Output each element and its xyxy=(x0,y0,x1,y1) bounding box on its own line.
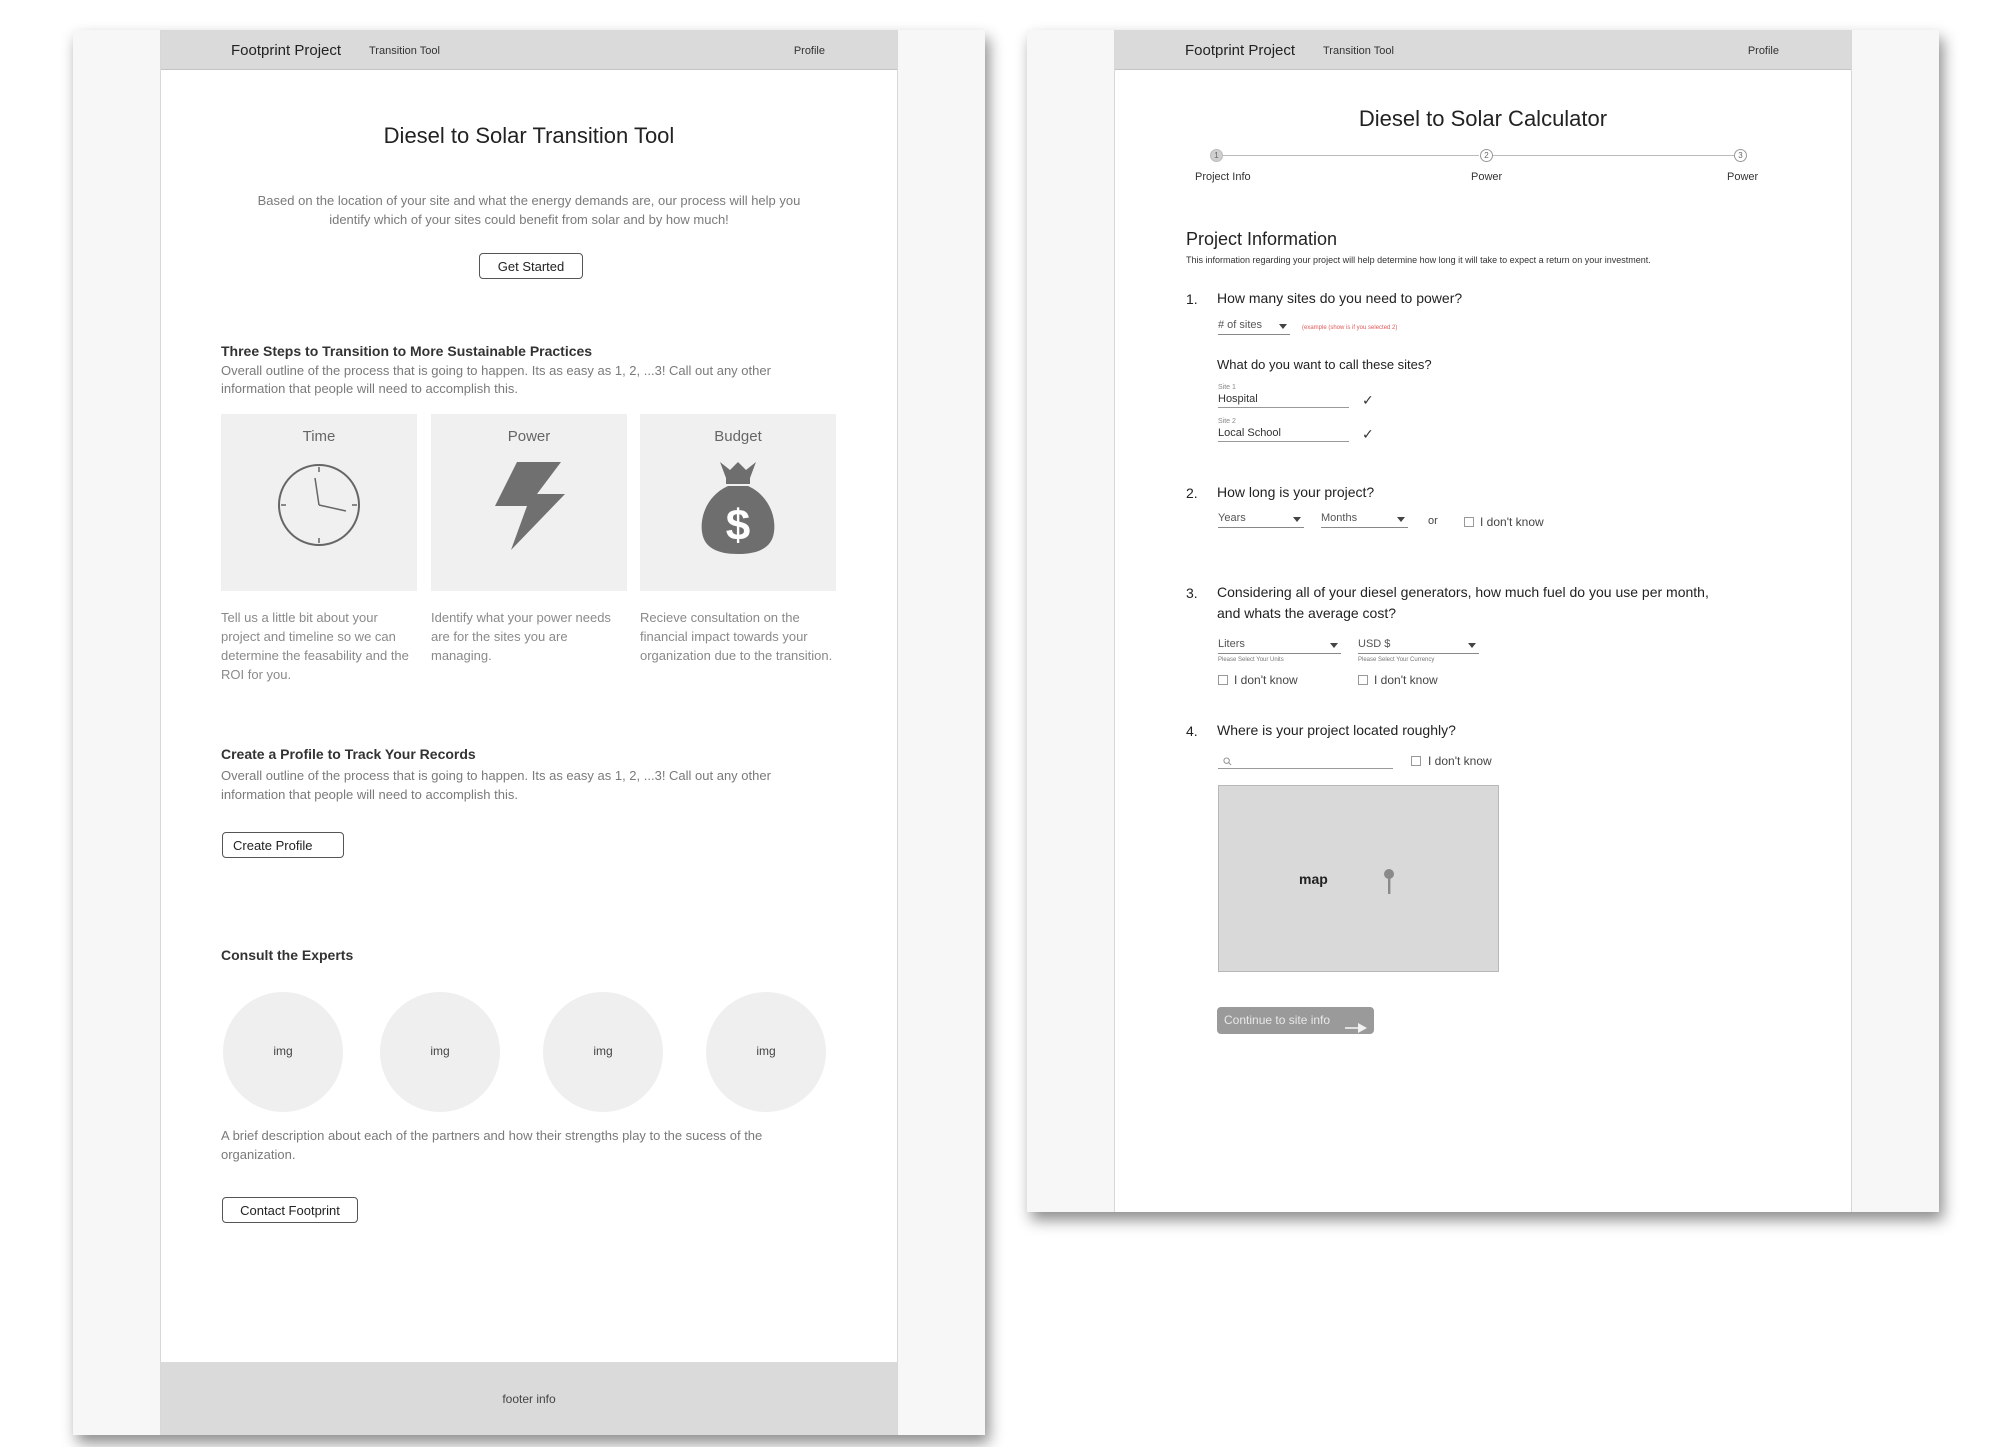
location-search-input[interactable] xyxy=(1218,751,1393,769)
nav-profile[interactable]: Profile xyxy=(793,45,825,57)
clock-icon xyxy=(274,460,364,555)
card-title: Power xyxy=(507,428,551,445)
example-note: (example (show is if you selected 2) xyxy=(1302,325,1398,331)
stepper-line xyxy=(1223,155,1479,156)
question-number: 2. xyxy=(1186,485,1198,501)
intro-line-1: Based on the location of your site and what the energy demands are, our process will help you xyxy=(257,193,801,208)
chevron-down-icon xyxy=(1279,324,1287,329)
question-fuel-line-1: Considering all of your diesel generators, how much fuel do you use per month, xyxy=(1217,584,1709,600)
step-3-label: Power xyxy=(1727,171,1759,183)
nav-transition-tool[interactable]: Transition Tool xyxy=(369,45,440,57)
field-label: Site 2 xyxy=(1218,418,1236,425)
currency-select[interactable] xyxy=(1358,638,1479,654)
section-desc: This information regarding your project will help determine how long it will take to expect a return on your investment. xyxy=(1186,255,1651,265)
chevron-down-icon xyxy=(1330,643,1338,648)
sites-count-value: # of sites xyxy=(1218,319,1263,331)
card-title: Time xyxy=(302,428,336,445)
site-1-name-field[interactable] xyxy=(1218,384,1349,408)
money-bag-icon xyxy=(698,460,778,561)
check-icon: ✓ xyxy=(1362,426,1374,442)
currency-value: USD $ xyxy=(1358,638,1391,650)
step-2-label: Power xyxy=(1471,171,1503,183)
step-desc-budget: Recieve consultation on the financial impact towards your organization due to the transition. xyxy=(640,610,833,663)
step-3-indicator[interactable]: 3 xyxy=(1734,149,1747,162)
continue-label: Continue to site info xyxy=(1224,1013,1331,1027)
calculator-page-sheet xyxy=(1027,30,1939,1212)
nav-transition-tool[interactable]: Transition Tool xyxy=(1323,45,1394,57)
expert-image-label: img xyxy=(430,1044,450,1058)
top-nav xyxy=(1115,30,1851,70)
expert-image-label: img xyxy=(756,1044,776,1058)
step-desc-time: Tell us a little bit about your project and timeline so we can determine the feasability and the ROI for you. xyxy=(221,610,409,682)
checkbox-label: I don't know xyxy=(1234,673,1298,687)
svg-text:$: $ xyxy=(725,501,751,550)
section-title: Project Information xyxy=(1186,229,1338,249)
expert-image[interactable] xyxy=(223,992,343,1112)
arrow-right-icon xyxy=(1345,1016,1367,1043)
profile-heading: Create a Profile to Track Your Records xyxy=(221,746,476,762)
project-length-unknown-checkbox[interactable] xyxy=(1464,517,1474,527)
step-card-power xyxy=(431,414,627,591)
months-value: Months xyxy=(1321,512,1358,524)
location-map[interactable] xyxy=(1218,785,1499,972)
footer-info: footer info xyxy=(502,1392,556,1406)
fuel-unknown-checkbox[interactable] xyxy=(1218,675,1228,685)
page-title: Diesel to Solar Transition Tool xyxy=(383,123,675,148)
check-icon: ✓ xyxy=(1362,392,1374,408)
lightning-icon xyxy=(489,460,569,555)
card-title: Budget xyxy=(714,428,762,445)
step-1-indicator[interactable]: 1 xyxy=(1210,149,1223,162)
field-label: Site 1 xyxy=(1218,384,1236,391)
checkbox-label: I don't know xyxy=(1374,673,1438,687)
cost-unknown-checkbox[interactable] xyxy=(1358,675,1368,685)
nav-brand[interactable]: Footprint Project xyxy=(231,42,342,59)
experts-desc-line-2: organization. xyxy=(221,1147,296,1162)
question-location: Where is your project located roughly? xyxy=(1217,722,1456,738)
unit-helper: Please Select Your Units xyxy=(1218,657,1284,663)
profile-desc-line-1: Overall outline of the process that is going to happen. Its as easy as 1, 2, ...3! Call out any other xyxy=(221,768,771,783)
expert-image[interactable] xyxy=(543,992,663,1112)
sites-count-select[interactable] xyxy=(1218,319,1290,335)
expert-image[interactable] xyxy=(380,992,500,1112)
profile-desc-line-2: information that people will need to accomplish this. xyxy=(221,787,518,802)
checkbox-label: I don't know xyxy=(1480,515,1544,529)
continue-to-site-info-button[interactable] xyxy=(1217,1007,1374,1034)
intro-line-2: identify which of your sites could benefit from solar and by how much! xyxy=(329,212,729,227)
expert-image-label: img xyxy=(273,1044,293,1058)
page-title: Diesel to Solar Calculator xyxy=(1358,106,1608,131)
years-value: Years xyxy=(1218,512,1246,524)
site-2-name-field[interactable] xyxy=(1218,418,1349,442)
step-2-indicator[interactable]: 2 xyxy=(1480,149,1493,162)
contact-footprint-button[interactable]: Contact Footprint xyxy=(222,1197,358,1223)
step-card-budget xyxy=(640,414,836,591)
search-icon xyxy=(1223,753,1232,771)
footer xyxy=(161,1362,897,1435)
question-number: 3. xyxy=(1186,585,1198,601)
experts-heading: Consult the Experts xyxy=(221,947,354,963)
months-select[interactable] xyxy=(1321,512,1408,528)
or-label: or xyxy=(1428,515,1438,527)
checkbox-label: I don't know xyxy=(1428,754,1492,768)
steps-desc-line-1: Overall outline of the process that is going to happen. Its as easy as 1, 2, ...3! Call out any other xyxy=(221,363,771,378)
map-label: map xyxy=(1299,871,1328,887)
question-number: 1. xyxy=(1186,291,1198,307)
steps-desc-line-2: information that people will need to accomplish this. xyxy=(221,381,518,396)
currency-helper: Please Select Your Currency xyxy=(1358,657,1435,663)
field-value: Hospital xyxy=(1218,393,1258,405)
nav-profile[interactable]: Profile xyxy=(1747,45,1779,57)
top-nav xyxy=(161,30,897,70)
question-project-length: How long is your project? xyxy=(1217,484,1375,500)
question-sites-count: How many sites do you need to power? xyxy=(1217,290,1463,306)
field-value: Local School xyxy=(1218,427,1281,439)
location-unknown-checkbox[interactable] xyxy=(1411,756,1421,766)
sites-name-question: What do you want to call these sites? xyxy=(1217,357,1432,372)
stepper-line xyxy=(1493,155,1734,156)
question-fuel-line-2: and whats the average cost? xyxy=(1217,605,1397,621)
chevron-down-icon xyxy=(1293,517,1301,522)
fuel-unit-value: Liters xyxy=(1218,638,1245,650)
landing-page-sheet xyxy=(73,30,985,1435)
chevron-down-icon xyxy=(1468,643,1476,648)
expert-image-label: img xyxy=(593,1044,613,1058)
calculator-page xyxy=(1114,30,1852,1212)
landing-page xyxy=(160,30,898,1435)
get-started-button[interactable]: Get Started xyxy=(479,253,583,279)
nav-brand[interactable]: Footprint Project xyxy=(1185,42,1296,59)
years-select[interactable] xyxy=(1218,512,1304,528)
experts-desc-line-1: A brief description about each of the partners and how their strengths play to the sucess of the xyxy=(221,1128,763,1143)
expert-image[interactable] xyxy=(706,992,826,1112)
step-card-time xyxy=(221,414,417,591)
steps-heading: Three Steps to Transition to More Sustainable Practices xyxy=(221,343,593,359)
fuel-unit-select[interactable] xyxy=(1218,638,1341,654)
chevron-down-icon xyxy=(1397,517,1405,522)
question-number: 4. xyxy=(1186,723,1198,739)
map-pin-icon[interactable] xyxy=(1381,868,1397,901)
step-desc-power: Identify what your power needs are for the sites you are managing. xyxy=(431,610,611,663)
create-profile-button[interactable]: Create Profile xyxy=(222,832,344,858)
step-1-label: Project Info xyxy=(1195,171,1251,183)
